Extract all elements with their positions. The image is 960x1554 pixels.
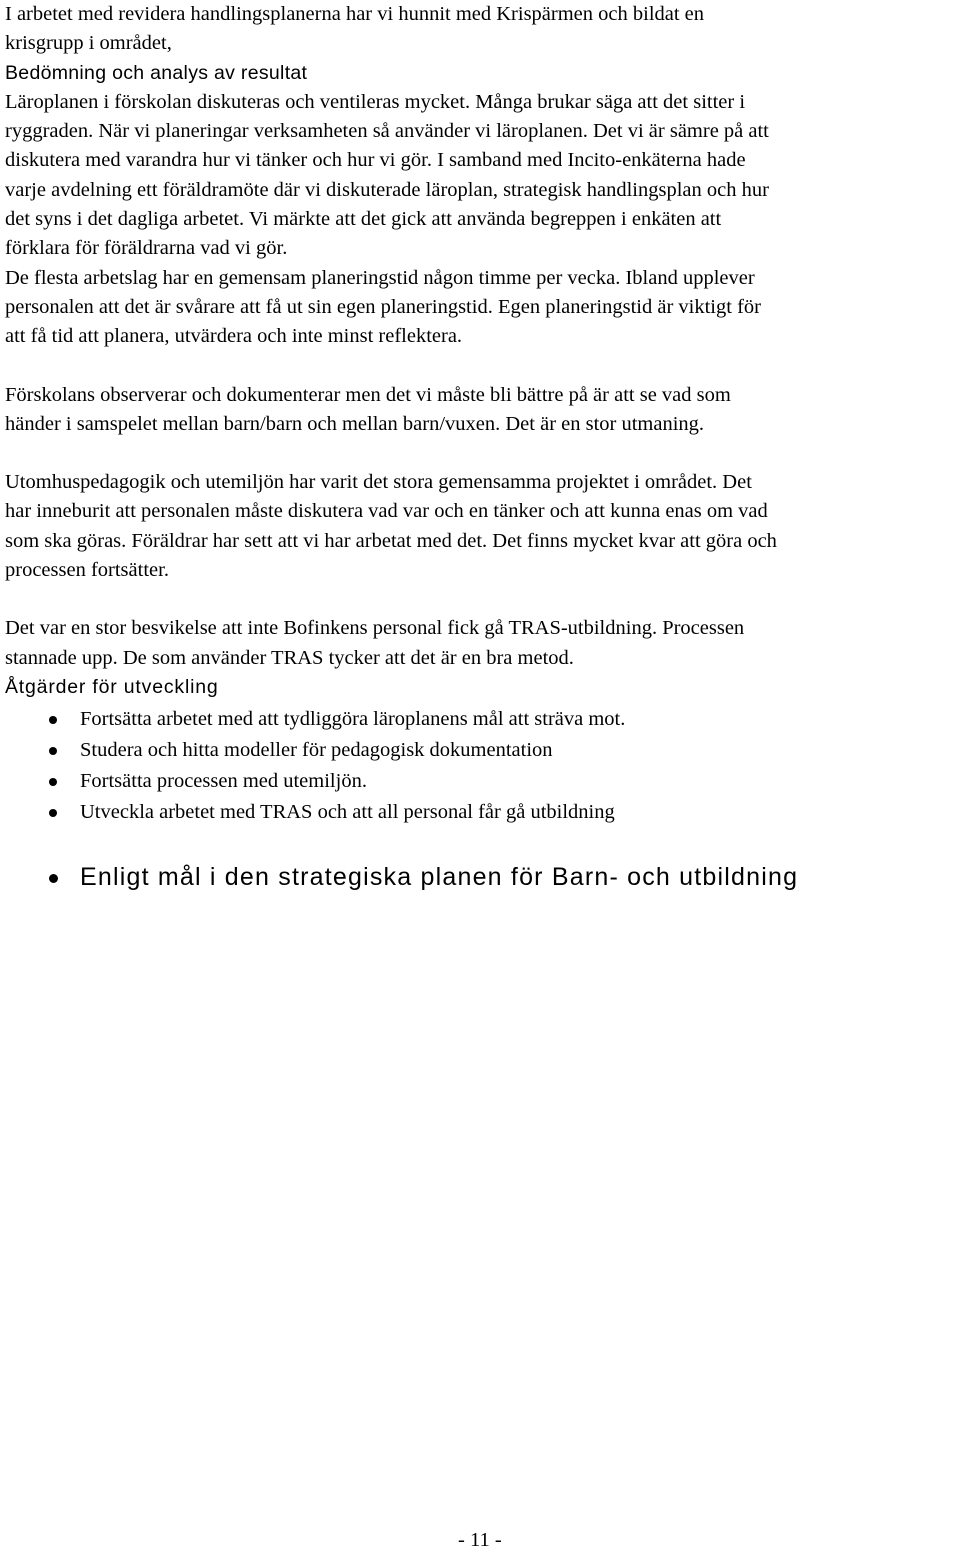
paragraph-4-line-2: har inneburit att personalen måste diskutera vad var och en tänker och att kunna enas om vad — [5, 500, 768, 523]
strategic-goal-text: Enligt mål i den strategiska planen för Barn- och utbildning — [80, 863, 799, 892]
paragraph-2-line-2: ryggraden. När vi planeringar verksamheten så använder vi läroplanen. Det vi är sämre på att — [5, 120, 769, 143]
paragraph-2-line-3: diskutera med varandra hur vi tänker och hur vi gör. I samband med Incito-enkäterna hade — [5, 149, 746, 172]
bullet-icon — [49, 809, 57, 817]
paragraph-5-line-1: Det var en stor besvikelse att inte Bofinkens personal fick gå TRAS-utbildning. Processen — [5, 617, 745, 640]
paragraph-2-line-1: Läroplanen i förskolan diskuteras och ventileras mycket. Många brukar säga att det sitter i — [5, 90, 746, 113]
paragraph-2-line-4: varje avdelning ett föräldramöte där vi diskuterade läroplan, strategisk handlingsplan och hur — [5, 178, 769, 201]
bullet-icon — [49, 874, 58, 883]
paragraph-3-line-1: Förskolans observerar och dokumenterar men det vi måste bli bättre på är att se vad som — [5, 383, 731, 406]
document-page — [5, 0, 955, 894]
list-item — [5, 797, 955, 828]
paragraph-2-line-6: förklara för föräldrarna vad vi gör. — [5, 237, 288, 260]
list-item-text: Fortsätta arbetet med att tydliggöra läroplanens mål att sträva mot. — [80, 708, 626, 731]
paragraph-3-line-2: händer i samspelet mellan barn/barn och mellan barn/vuxen. Det är en stor utmaning. — [5, 412, 705, 435]
actions-heading: Åtgärder för utveckling — [5, 675, 219, 698]
list-item — [5, 735, 955, 766]
paragraph-2-line-9: att få tid att planera, utvärdera och inte minst reflektera. — [5, 325, 463, 348]
paragraph-2-line-7: De flesta arbetslag har en gemensam planeringstid någon timme per vecka. Ibland upplever — [5, 266, 755, 289]
paragraph-5-line-2: stannade upp. De som använder TRAS tycker att det är en bra metod. — [5, 646, 574, 669]
paragraph-spacer — [5, 439, 955, 468]
list-item-text: Studera och hitta modeller för pedagogisk dokumentation — [80, 739, 553, 762]
actions-list — [5, 704, 955, 828]
paragraph-4-line-1: Utomhuspedagogik och utemiljön har varit det stora gemensamma projektet i området. Det — [5, 471, 752, 494]
bullet-icon — [49, 747, 57, 755]
bullet-icon — [49, 778, 57, 786]
section-subheading: Bedömning och analys av resultat — [5, 61, 308, 84]
paragraph-4-line-4: processen fortsätter. — [5, 559, 169, 582]
paragraph-2-line-5: det syns i det dagliga arbetet. Vi märkte att det gick att använda begreppen i enkäten att — [5, 208, 722, 231]
strategic-goal-heading — [5, 860, 955, 894]
list-item-text: Utveckla arbetet med TRAS och att all personal får gå utbildning — [80, 801, 615, 824]
list-item — [5, 704, 955, 735]
paragraph-2-line-8: personalen att det är svårare att få ut sin egen planeringstid. Egen planeringstid är viktigt för — [5, 295, 761, 318]
bullet-icon — [49, 716, 57, 724]
paragraph-spacer — [5, 352, 955, 381]
paragraph-spacer — [5, 585, 955, 614]
paragraph-1-line-2: krisgrupp i området, — [5, 32, 172, 55]
paragraph-4-line-3: som ska göras. Föräldrar har sett att vi har arbetat med det. Det finns mycket kvar att göra och — [5, 529, 777, 552]
list-item — [5, 766, 955, 797]
page-number: - 11 - — [458, 1529, 502, 1551]
paragraph-1-line-1: I arbetet med revidera handlingsplanerna har vi hunnit med Krispärmen och bildat en — [5, 3, 705, 25]
list-item-text: Fortsätta processen med utemiljön. — [80, 770, 367, 793]
